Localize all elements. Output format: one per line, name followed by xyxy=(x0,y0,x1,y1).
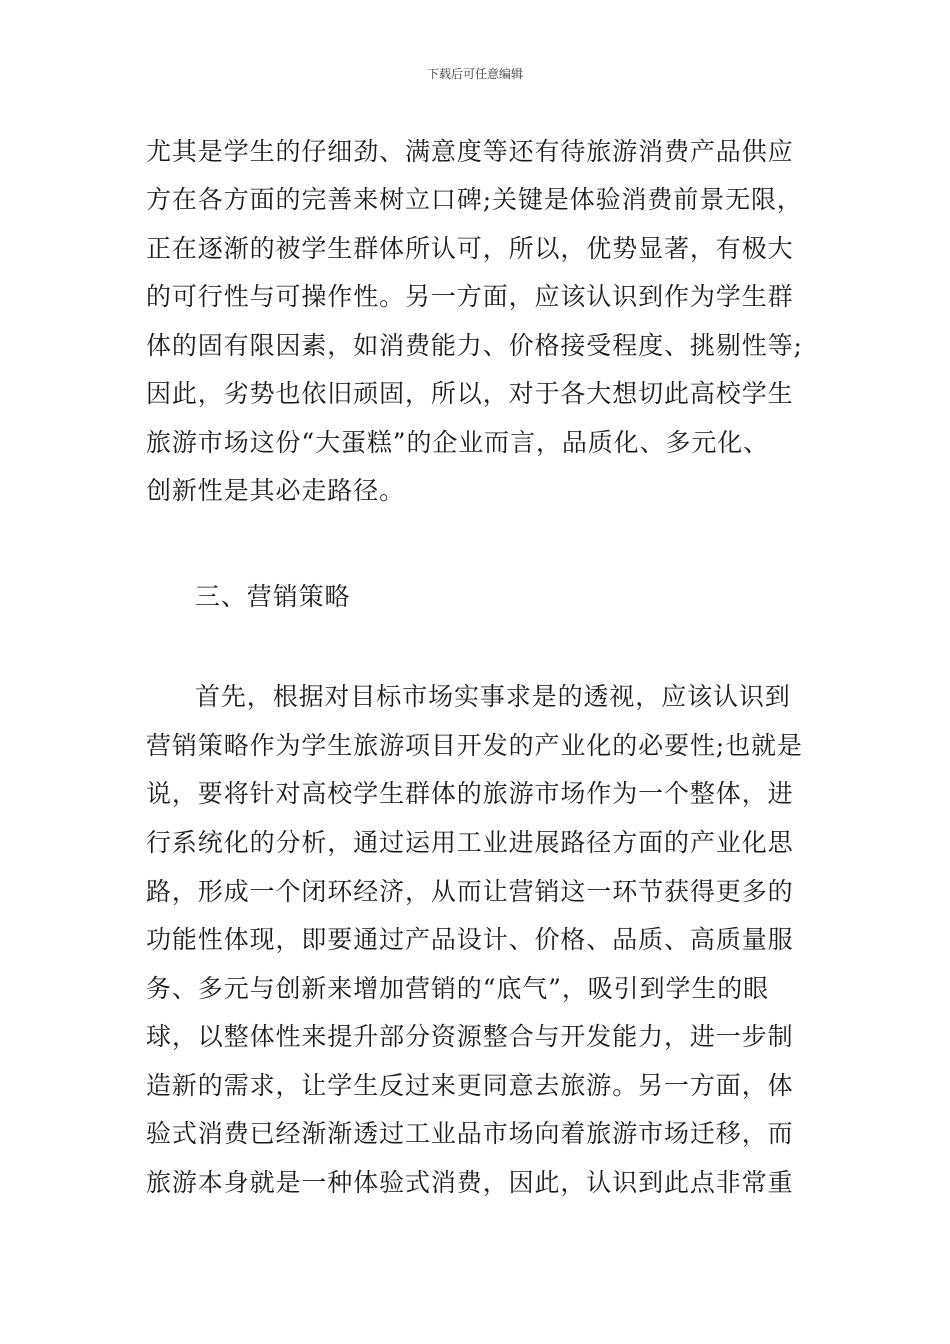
paragraph-line: 路，形成一个闭环经济，从而让营销这一环节获得更多的 xyxy=(146,877,794,906)
paragraph-line: 务、多元与创新来增加营销的“底气”，吸引到学生的眼 xyxy=(146,974,770,1003)
paragraph-line: 旅游本身就是一种体验式消费，因此，认识到此点非常重 xyxy=(146,1168,794,1197)
paragraph-line: 的可行性与可操作性。另一方面，应该认识到作为学生群 xyxy=(146,282,794,311)
paragraph-line: 说，要将针对高校学生群体的旅游市场作为一个整体，进 xyxy=(146,779,794,808)
paragraph-line: 正在逐渐的被学生群体所认可，所以，优势显著，有极大 xyxy=(146,234,794,263)
paragraph-line: 方在各方面的完善来树立口碑;关键是体验消费前景无限， xyxy=(146,185,803,214)
paragraph-line: 营销策略作为学生旅游项目开发的产业化的必要性;也就是 xyxy=(146,731,803,760)
paragraph-line: 体的固有限因素，如消费能力、价格接受程度、挑剔性等; xyxy=(146,331,803,360)
paragraph-line: 创新性是其必走路径。 xyxy=(146,476,406,505)
paragraph-line: 验式消费已经渐渐透过工业品市场向着旅游市场迁移，而 xyxy=(146,1119,794,1148)
paragraph-line: 造新的需求，让学生反过来更同意去旅游。另一方面，体 xyxy=(146,1071,794,1100)
paragraph-line: 行系统化的分析，通过运用工业进展路径方面的产业化思 xyxy=(146,828,794,857)
paragraph-line: 首先，根据对目标市场实事求是的透视，应该认识到 xyxy=(195,682,791,711)
section-heading: 三、营销策略 xyxy=(195,582,351,611)
paragraph-line: 功能性体现，即要通过产品设计、价格、品质、高质量服 xyxy=(146,925,794,954)
page-header: 下载后可任意编辑 xyxy=(426,67,523,81)
paragraph-line: 旅游市场这份“大蛋糕”的企业而言，品质化、多元化、 xyxy=(146,428,770,457)
paragraph-line: 球，以整体性来提升部分资源整合与开发能力，进一步制 xyxy=(146,1022,794,1051)
paragraph-line: 因此，劣势也依旧顽固，所以，对于各大想切此高校学生 xyxy=(146,379,794,408)
paragraph-line: 尤其是学生的仔细劲、满意度等还有待旅游消费产品供应 xyxy=(146,137,794,166)
